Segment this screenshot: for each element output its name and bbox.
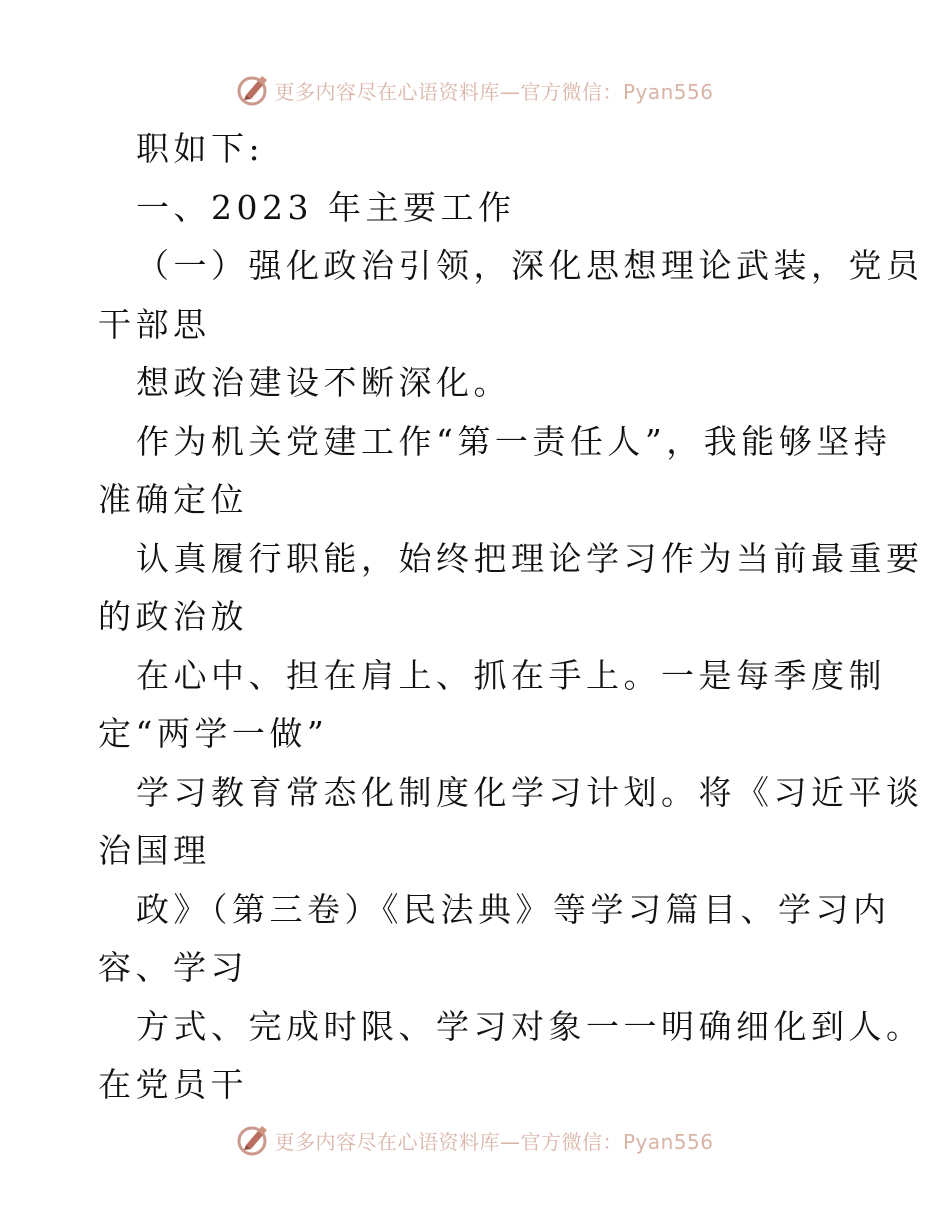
pen-logo-icon bbox=[236, 73, 270, 107]
section-heading: 一、2023 年主要工作 bbox=[136, 187, 516, 227]
watermark-text: 更多内容尽在心语资料库—官方微信：Pyan556 bbox=[274, 1129, 714, 1154]
text-line: 作为机关党建工作“第一责任人”，我能够坚持 bbox=[136, 421, 892, 461]
header-watermark bbox=[0, 70, 950, 110]
text-line: 在心中、担在肩上、抓在手上。一是每季度制 bbox=[136, 655, 886, 695]
text-line: 治国理 bbox=[98, 831, 211, 870]
document-body bbox=[98, 120, 924, 1115]
subsection-heading: （一）强化政治引领，深化思想理论武装，党员 bbox=[136, 246, 924, 285]
text-line: 方式、完成时限、学习对象一一明确细化到人。 bbox=[136, 1006, 924, 1046]
text-line: 职如下: bbox=[136, 129, 265, 168]
text-line: 学习教育常态化制度化学习计划。将《习近平谈 bbox=[136, 772, 924, 812]
text-line: 想政治建设不断深化。 bbox=[136, 363, 511, 402]
footer-watermark bbox=[0, 1120, 950, 1160]
pen-logo-icon bbox=[236, 1123, 270, 1157]
text-line: 的政治放 bbox=[98, 597, 248, 636]
text-line: 容、学习 bbox=[98, 948, 248, 987]
text-line: 认真履行职能，始终把理论学习作为当前最重要 bbox=[136, 538, 924, 578]
text-line: 准确定位 bbox=[98, 480, 248, 519]
watermark-text: 更多内容尽在心语资料库—官方微信：Pyan556 bbox=[274, 79, 714, 104]
text-line: 干部思 bbox=[98, 304, 211, 344]
text-line: 在党员干 bbox=[98, 1065, 248, 1104]
text-line: 政》（第三卷）《民法典》等学习篇目、学习内 bbox=[136, 889, 891, 929]
text-line: 定“两学一做” bbox=[98, 714, 329, 753]
